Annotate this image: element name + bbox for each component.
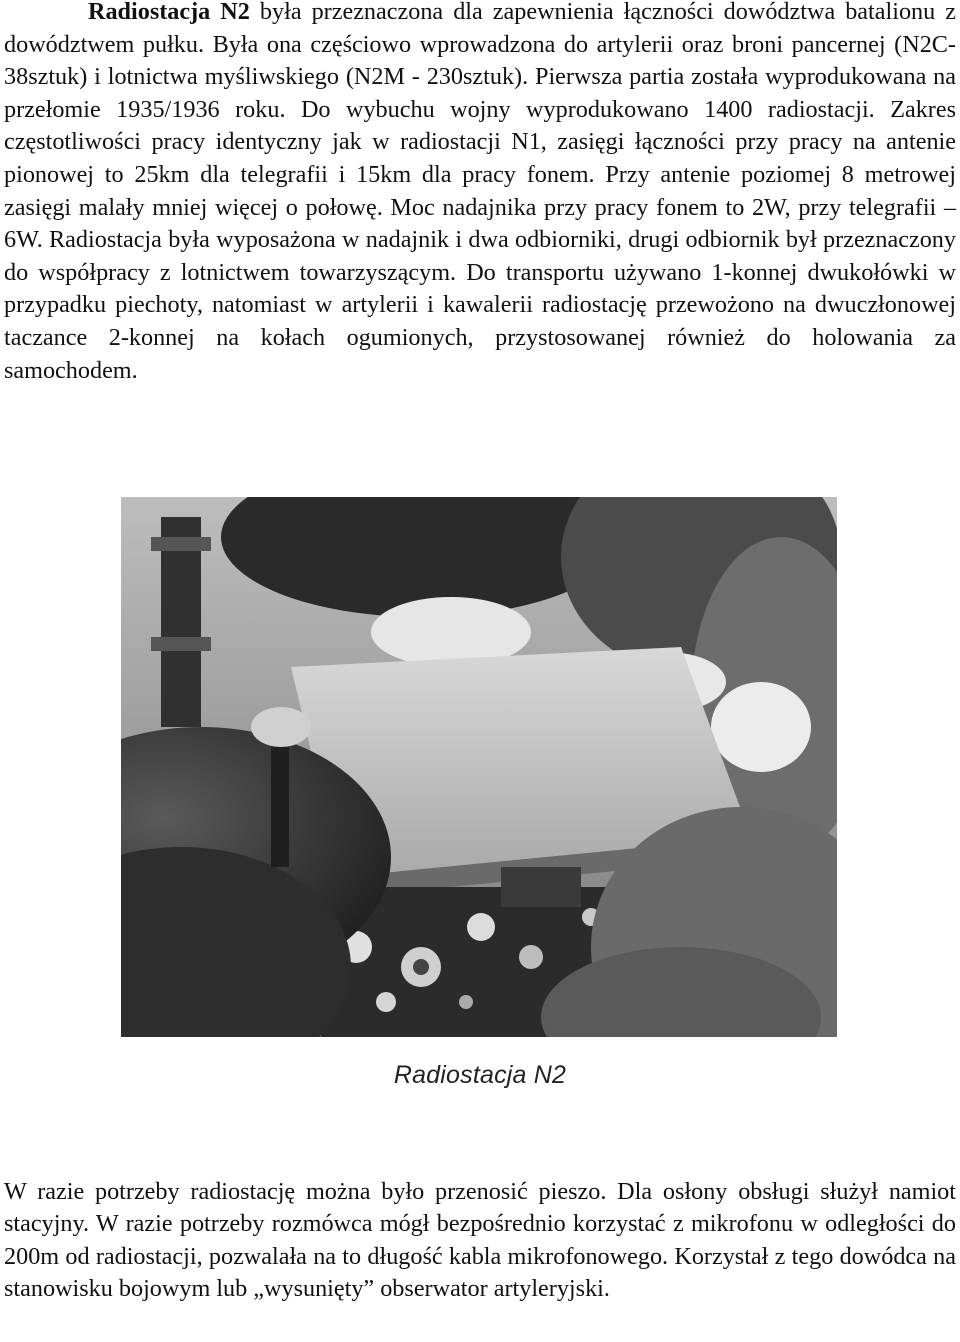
figure-caption: Radiostacja N2 [393, 1061, 567, 1089]
paragraph-body: była przeznaczona dla zapewnienia łączności dowództwa batalionu z dowództwem pułku. Była ona częściowo wprowadzona do artylerii oraz broni pancernej (N2C- 38sztuk) i lotnictwa myśliwskiego (N2M - 230sztuk). Pierwsza partia została wyprodukowana na przełomie 1935/1936 roku. Do wybuchu wojny wyprodukowano 1400 radiostacji. Zakres częstotliwości pracy identyczny jak w radiostacji N1, zasięgi łączności przy pracy na antenie pionowej to 25km dla telegrafii i 15km dla pracy fonem. Przy antenie poziomej 8 metrowej zasięgi malały mniej więcej o połowę. Moc nadajnika przy pracy fonem to 2W, przy telegrafii – 6W. Radiostacja była wyposażona w nadajnik i dwa odbiorniki, drugi odbiornik był przeznaczony do współpracy z lotnictwem towarzyszącym. Do transportu używano 1-konnej dwukołówki w przypadku piechoty, natomiast w artylerii i kawalerii radiostację przewożono na dwuczłonowej taczance 2-konnej na kołach ogumionych, przystosowanej również do holowania za samochodem. [4, 0, 956, 384]
radio-station-photo [121, 497, 837, 1037]
intro-paragraph [4, 0, 956, 387]
paragraph-lead: Radiostacja N2 [88, 0, 250, 25]
closing-paragraph: W razie potrzeby radiostację można było przenosić pieszo. Dla osłony obsługi służył namiot stacyjny. W razie potrzeby rozmówca mógł bezpośrednio korzystać z mikrofonu w odległości do 200m od radiostacji, pozwalała na to długość kabla mikrofonowego. Korzystał z tego dowódca na stanowisku bojowym lub „wysunięty” obserwator artyleryjski. [4, 1178, 956, 1303]
